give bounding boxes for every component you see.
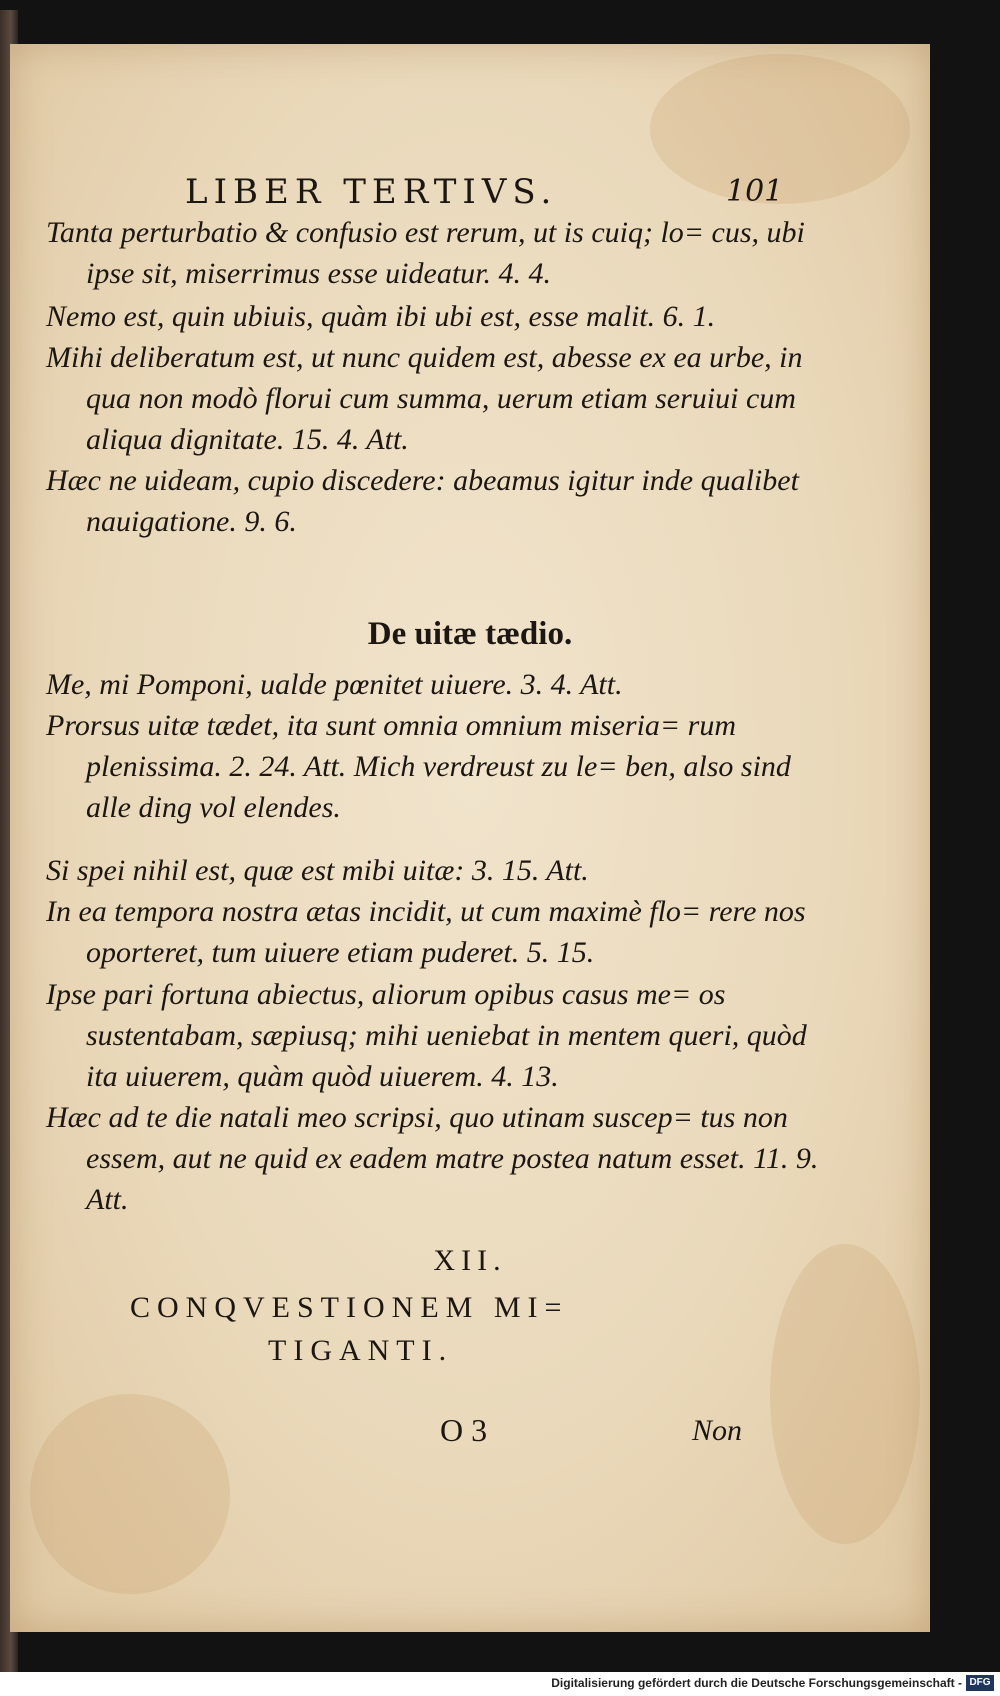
text-paragraph: Ipse pari fortuna abiectus, aliorum opibus casus me= os sustentabam, sæpiusq; mihi ueniebat in mentem queri, quòd ita uiuerem, quàm quòd uiuerem. 4. 13. <box>46 978 807 1093</box>
section-heading: De uitæ tædio. <box>367 616 573 652</box>
text-paragraph: Hæc ne uideam, cupio discedere: abeamus igitur inde qualibet nauigatione. 9. 6. <box>46 464 799 538</box>
running-head: LIBER TERTIVS. <box>185 172 558 212</box>
text-paragraph: Si spei nihil est, quæ est mibi uitæ: 3. 15. Att. <box>46 854 589 887</box>
footer-bar <box>0 1672 1000 1696</box>
chapter-title: TIGANTI. <box>268 1334 454 1367</box>
text-paragraph: Me, mi Pomponi, ualde pœnitet uiuere. 3. 4. Att. <box>46 668 623 701</box>
page-number: 101 <box>726 174 784 209</box>
dfg-logo-icon: DFG <box>966 1675 994 1691</box>
text-paragraph: Prorsus uitæ tædet, ita sunt omnia omnium miseria= rum plenissima. 2. 24. Att. Mich verdreust zu le= ben, also sind alle ding vol elendes. <box>46 709 791 824</box>
page-text <box>10 44 930 1632</box>
footer-credit: Digitalisierung gefördert durch die Deutsche Forschungsgemeinschaft - <box>551 1676 962 1690</box>
text-paragraph: Hæc ad te die natali meo scripsi, quo utinam suscep= tus non essem, aut ne quid ex eadem matre postea natum esset. 11. 9. Att. <box>46 1101 819 1216</box>
text-paragraph: In ea tempora nostra ætas incidit, ut cum maximè flo= rere nos oporteret, tum uiuere etiam puderet. 5. 15. <box>46 895 806 969</box>
catchword: Non <box>692 1414 743 1447</box>
chapter-title: CONQVESTIONEM MI= <box>130 1291 569 1324</box>
text-paragraph: Mihi deliberatum est, ut nunc quidem est, abesse ex ea urbe, in qua non modò florui cum summa, uerum etiam seruiui cum aliqua dignitate. 15. 4. Att. <box>46 341 803 456</box>
signature-mark: O 3 <box>440 1412 488 1448</box>
text-paragraph: Tanta perturbatio & confusio est rerum, ut is cuiq; lo= cus, ubi ipse sit, miserrimus esse uideatur. 4. 4. <box>46 216 805 290</box>
chapter-number: XII. <box>433 1244 507 1277</box>
text-paragraph: Nemo est, quin ubiuis, quàm ibi ubi est, esse malit. 6. 1. <box>46 300 716 333</box>
book-page <box>10 44 930 1632</box>
